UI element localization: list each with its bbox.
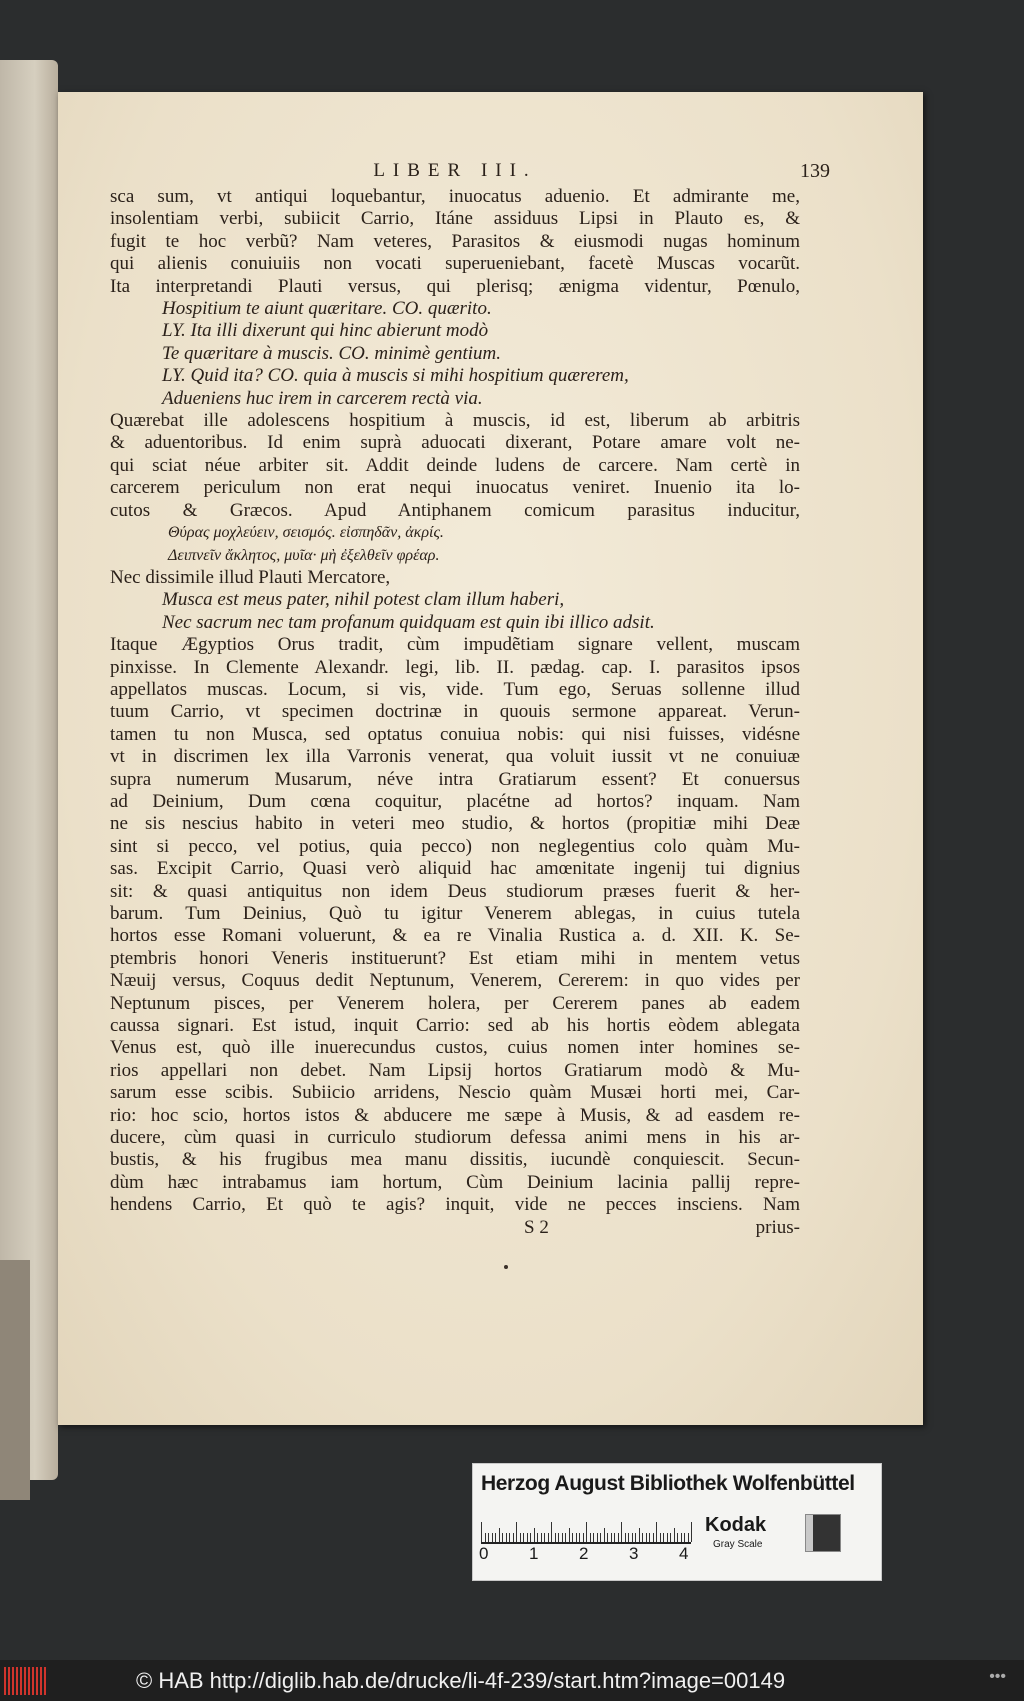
ruler-tick <box>534 1528 535 1542</box>
ruler-tick <box>621 1522 622 1542</box>
ruler-tick <box>607 1533 608 1542</box>
ruler-number: 1 <box>529 1544 539 1563</box>
barcode-icon <box>4 1667 46 1695</box>
text-line: Hospitium te aiunt quæritare. CO. quærito. <box>162 298 492 320</box>
text-line: Næuij versus, Coquus dedit Neptunum, Venerem, Cererem: in quo vides per <box>110 970 800 992</box>
ruler-number: 2 <box>579 1544 589 1563</box>
ruler-tick <box>684 1533 685 1542</box>
ruler-tick <box>537 1533 538 1542</box>
text-line: sca sum, vt antiqui loquebantur, inuocatus aduenio. Et admirante me, <box>110 186 800 207</box>
ruler-tick <box>544 1533 545 1542</box>
ruler-tick <box>586 1522 587 1542</box>
ruler-tick <box>499 1528 500 1542</box>
text-line: tamen tu non Musca, sed optatus conuiua nobis: qui nisi fuisses, vidésne <box>110 723 800 745</box>
ruler-tick <box>611 1533 612 1542</box>
ruler-tick <box>597 1533 598 1542</box>
ruler-number: 0 <box>479 1544 489 1563</box>
ruler-tick <box>551 1522 552 1542</box>
text-line: carcerem periculum non erat nequi inuocatus veniret. Inuenio ita lo- <box>110 477 800 499</box>
ruler-number: 3 <box>629 1544 639 1563</box>
book-page <box>58 92 923 1425</box>
text-line: pinxisse. In Clemente Alexandr. legi, lib. II. pædag. cap. I. parasitos ipsos <box>110 656 800 678</box>
text-line: sint si pecco, vel potius, quia pecco) non neglegentius colo quàm Mu- <box>110 835 800 857</box>
ruler-tick <box>681 1533 682 1542</box>
ruler-tick <box>583 1533 584 1542</box>
color-calibration-card <box>472 1463 882 1581</box>
ruler-tick <box>653 1533 654 1542</box>
status-bar <box>0 1660 1024 1701</box>
ruler-tick <box>649 1533 650 1542</box>
text-line: ducere, cùm quasi in curriculo studiorum defessa animi mens in his ar- <box>110 1127 800 1149</box>
text-line: & aduentoribus. Id enim suprà aduocati dixerant, Potare amare volt ne- <box>110 432 800 454</box>
text-line: Neptunum pisces, per Venerem holera, per Cererem panes ab eadem <box>110 992 800 1014</box>
more-icon[interactable]: ••• <box>989 1668 1006 1685</box>
ruler-tick <box>530 1533 531 1542</box>
text-line: cutos & Græcos. Apud Antiphanem comicum parasitus inducitur, <box>110 499 800 521</box>
text-line: barum. Tum Deinius, Quò tu igitur Venerem ablegas, in cuius tutela <box>110 903 800 924</box>
ruler-tick <box>579 1533 580 1542</box>
ruler-tick <box>555 1533 556 1542</box>
ruler-tick <box>670 1533 671 1542</box>
ruler-tick <box>625 1533 626 1542</box>
text-line: rios appellari non debet. Nam Lipsij hortos Gratiarum modò & Mu- <box>110 1059 800 1081</box>
ruler-tick <box>663 1533 664 1542</box>
text-line: ptembris honori Veneris instituerunt? Est etiam mihi in mentem vetus <box>110 947 800 969</box>
ruler-tick <box>548 1533 549 1542</box>
text-line: supra numerum Musarum, néve intra Gratiarum essent? Et conuersus <box>110 768 800 790</box>
text-line: fugit te hoc verbũ? Nam veteres, Parasitos & eiusmodi nugas hominum <box>110 230 800 252</box>
ruler-tick <box>523 1533 524 1542</box>
text-line: Adueniens huc irem in carcerem rectà via. <box>162 387 483 409</box>
text-line: Nec dissimile illud Plauti Mercatore, <box>110 566 391 588</box>
ruler-tick <box>590 1533 591 1542</box>
text-line: appellatos muscas. Locum, si vis, vide. Tum ego, Seruas sollenne illud <box>110 678 800 700</box>
running-title: LIBER III. <box>373 160 537 181</box>
ruler-tick <box>635 1533 636 1542</box>
text-line: Ita interpretandi Plauti versus, qui plerisq; ænigma videntur, Pœnulo, <box>110 275 800 297</box>
page-dot <box>504 1265 508 1269</box>
ruler-number: 4 <box>679 1544 689 1563</box>
text-line: qui sciat néue arbiter sit. Addit deinde ludens de carcere. Nam certè in <box>110 454 800 476</box>
text-line: insolentiam verbi, subiicit Carrio, Itáne assiduus Lipsi in Plauto es, & <box>110 208 800 230</box>
ruler-tick <box>576 1533 577 1542</box>
text-line: Venus est, quò ille inuerecundus custos, cuius nomen inter homines se- <box>110 1037 800 1059</box>
ruler-tick <box>492 1533 493 1542</box>
ruler-tick <box>691 1522 692 1542</box>
running-head <box>110 160 830 186</box>
text-line: Itaque Ægyptios Orus tradit, cùm impudẽtiam signare vellent, muscam <box>110 634 800 656</box>
text-line: rio: hoc scio, hortos istos & abducere me sæpe à Musis, & ad easdem re- <box>110 1104 800 1126</box>
left-page-fold <box>0 1260 30 1500</box>
copyright-url[interactable]: © HAB http://diglib.hab.de/drucke/li-4f-239/start.htm?image=00149 <box>136 1668 786 1693</box>
ruler-tick <box>593 1533 594 1542</box>
catchword: prius- <box>755 1216 800 1238</box>
text-line: caussa signari. Est istud, inquit Carrio: sed ab his hortis eòdem ablegata <box>110 1015 800 1037</box>
ruler-tick <box>520 1533 521 1542</box>
ruler-tick <box>618 1533 619 1542</box>
ruler-tick <box>660 1533 661 1542</box>
ruler-tick <box>562 1533 563 1542</box>
page-text-block <box>110 160 830 1241</box>
text-line: Δειπνεῖν ἄκλητος, μυῖα· μὴ ἐξελθεῖν φρέαρ. <box>168 546 440 564</box>
text-line: LY. Quid ita? CO. quia à muscis si mihi hospitium quærerem, <box>162 365 629 387</box>
page-footer <box>110 1217 800 1241</box>
gray-scale-label: Gray Scale <box>713 1539 763 1550</box>
text-line: Θύρας μοχλεύειν, σεισμός. εἰσπηδᾶν, ἀκρίς. <box>168 524 444 542</box>
library-name: Herzog August Bibliothek Wolfenbüttel <box>481 1472 855 1495</box>
ruler-tick <box>639 1528 640 1542</box>
ruler-scale <box>481 1516 691 1544</box>
text-line: Quærebat ille adolescens hospitium à muscis, id est, liberum ab arbitris <box>110 410 800 432</box>
text-line: qui alienis conuiuiis non vocati superueniebant, facetè Muscas vocarũt. <box>110 253 800 275</box>
text-line: hortos esse Romani voluerunt, & ea re Vinalia Rustica a. d. XII. K. Se- <box>110 925 800 947</box>
ruler-tick <box>572 1533 573 1542</box>
ruler-tick <box>646 1533 647 1542</box>
ruler-tick <box>513 1533 514 1542</box>
ruler-tick <box>565 1533 566 1542</box>
ruler-tick <box>614 1533 615 1542</box>
ruler-tick <box>558 1533 559 1542</box>
ruler-tick <box>506 1533 507 1542</box>
ruler-tick <box>516 1522 517 1542</box>
text-line: ad Deinium, Dum cœna coquitur, placétne ad hortos? inquam. Nam <box>110 790 800 812</box>
ruler-tick <box>677 1533 678 1542</box>
ruler-tick <box>541 1533 542 1542</box>
text-line: Nec sacrum nec tam profanum quidquam est quin ibi illico adsit. <box>162 611 655 633</box>
text-line: sit: & quasi antiquitus non idem Deus studiorum præses fuerit & her- <box>110 880 800 902</box>
text-line: sarum esse scibis. Subiicio arridens, Nescio quàm Musæi horti mei, Car- <box>110 1082 800 1104</box>
kodak-logo: Kodak <box>705 1514 767 1536</box>
text-line: hendens Carrio, Et quò te agis? inquit, vide ne pecces insciens. Nam <box>110 1194 800 1216</box>
ruler-tick <box>488 1533 489 1542</box>
ruler-tick <box>495 1533 496 1542</box>
ruler-tick <box>604 1528 605 1542</box>
ruler-tick <box>642 1533 643 1542</box>
ruler-tick <box>600 1533 601 1542</box>
ruler-tick <box>688 1533 689 1542</box>
gray-patch <box>805 1514 841 1552</box>
ruler-tick <box>628 1533 629 1542</box>
text-line: vt in discrimen lex illa Varronis venerat, qua voluit iussit vt ne conuiuæ <box>110 746 800 768</box>
text-line: ne sis nescius habito in veteri meo studio, & hortos (propitiæ mihi Deæ <box>110 813 800 835</box>
signature-mark: S 2 <box>524 1216 549 1238</box>
text-line: LY. Ita illi dixerunt qui hinc abierunt modò <box>162 320 489 342</box>
ruler-tick <box>527 1533 528 1542</box>
ruler-tick <box>656 1522 657 1542</box>
text-line: Musca est meus pater, nihil potest clam illum haberi, <box>162 589 565 611</box>
text-line: Te quæritare à muscis. CO. minimè gentium. <box>162 342 502 364</box>
text-line: sas. Excipit Carrio, Quasi verò aliquid hac amœnitate ingenij tui dignius <box>110 858 800 880</box>
ruler-tick <box>632 1533 633 1542</box>
ruler-tick <box>674 1528 675 1542</box>
ruler-tick <box>502 1533 503 1542</box>
ruler-tick <box>509 1533 510 1542</box>
ruler-tick <box>481 1522 482 1542</box>
text-line: dùm hæc intrabamus iam hortum, Cùm Deinium lacinia pallij repre- <box>110 1171 800 1193</box>
text-line: tuum Carrio, vt specimen doctrinæ in quouis sermone appareat. Verun- <box>110 701 800 723</box>
page-number: 139 <box>800 160 830 182</box>
ruler-tick <box>569 1528 570 1542</box>
text-line: bustis, & his frugibus mea manu dissitis, iucundè conquiescit. Secun- <box>110 1149 800 1171</box>
ruler-tick <box>485 1533 486 1542</box>
ruler-tick <box>667 1533 668 1542</box>
text-lines <box>110 186 800 1217</box>
